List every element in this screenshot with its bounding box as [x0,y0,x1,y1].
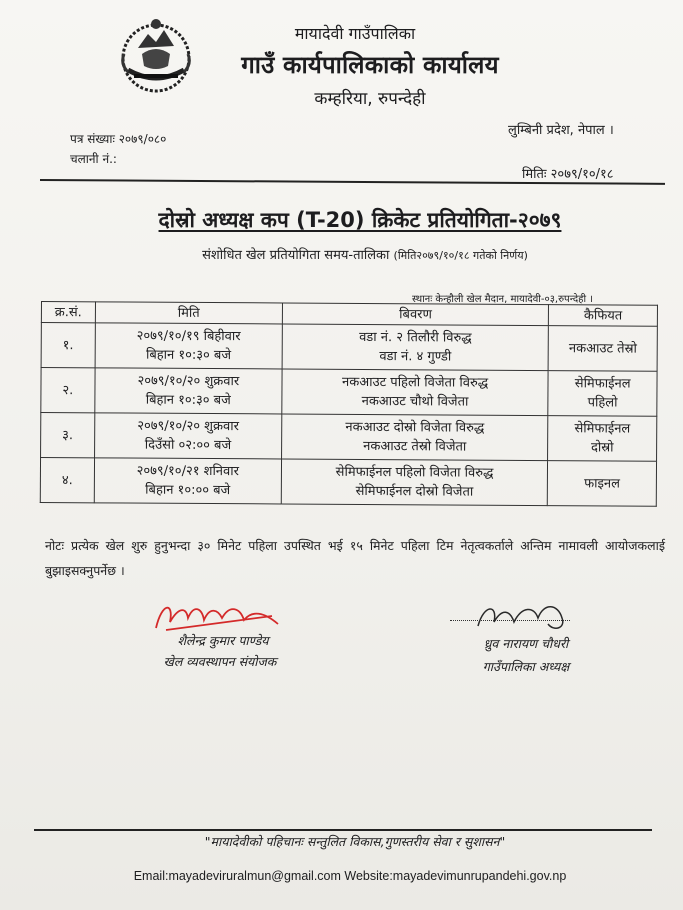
row-time: बिहान १०:३० बजे [145,347,232,364]
table-row [41,368,657,417]
row-datetime [95,323,282,369]
row-remark-2: दोस्रो [590,440,614,456]
row-time: दिउँसो ०२:०० बजे [144,437,232,454]
row-datetime [95,368,282,414]
row-desc-2: नकआउट चौथो विजेता [361,393,469,410]
dispatch-number: चलानी नं.: [70,152,117,166]
note-text: नोटः प्रत्येक खेल शुरु हुनुभन्दा ३० मिनेट पहिला उपस्थित भई १५ मिनेट पहिला टिम नेतृत्वकर्ताले अन्तिम नामावली आयोजकलाई बुझाइसक्नुपर्नेछ । [45,538,665,578]
row-sn: १. [41,323,95,368]
header-date: मिति [95,302,282,324]
row-datetime [94,458,281,504]
table-row [41,323,657,372]
row-datetime [94,413,281,459]
venue: स्थानः केन्हौली खेल मैदान, मायादेवी-०३,रुपन्देही । [412,294,593,305]
row-remark-1: नकआउट तेस्रो [568,340,637,357]
table-row [41,413,657,462]
schedule-table [40,301,658,507]
row-date: २०७९/१०/२० शुक्रवार [137,373,240,390]
row-remark [548,326,657,372]
footer-divider [34,829,652,831]
letter-date: मितिः २०७९/१०/१८ [522,167,614,182]
row-sn: २. [41,368,95,413]
event-subtitle [120,245,610,263]
header-sn: क्र.सं. [41,302,95,323]
row-description [282,324,549,371]
row-sn: ४. [40,458,94,503]
reference-number: पत्र संख्याः २०७९/०८० [70,132,167,146]
row-time: बिहान १०:३० बजे [145,392,231,409]
row-desc-2: नकआउट तेस्रो विजेता [363,438,467,455]
row-remark-1: सेमिफाईनल [574,421,631,437]
event-title: दोस्रो अध्यक्ष कप (T-20) क्रिकेट प्रतियोगिता-२०७९ [158,208,562,232]
row-date: २०७९/१०/२० शुक्रवार [137,418,239,435]
row-desc-2: वडा नं. ४ गुण्डी [379,349,452,365]
signatory-2-name: ध्रुव नारायण चौधरी [483,636,569,651]
signatory-1-role: खेल व्यवस्थापन संयोजक [163,654,277,669]
signature-2-scribble [458,598,588,634]
row-remark [548,371,657,417]
row-desc-1: नकआउट पहिलो विजेता विरुद्ध [341,374,489,391]
header-description: बिवरण [282,303,549,326]
row-remark [548,416,657,462]
signatory-2-role: गाउँपालिका अध्यक्ष [482,659,570,674]
row-time: बिहान १०:०० बजे [145,482,231,499]
row-desc-1: नकआउट दोस्रो विजेता विरुद्ध [345,419,485,436]
row-desc-1: सेमिफाईनल पहिलो विजेता विरुद्ध [335,464,494,481]
row-description [281,414,548,461]
row-date: २०७९/१०/१९ बिहीवार [136,328,241,345]
row-date: २०७९/१०/२१ शनिवार [136,463,240,480]
row-desc-2: सेमिफाईनल दोस्रो विजेता [355,483,474,500]
subtitle-text: संशोधित खेल प्रतियोगिता समय-तालिका [202,248,390,263]
header-remarks: कैफियत [549,305,658,327]
row-desc-1: वडा नं. २ तिलौरी विरुद्ध [359,329,472,346]
nepal-emblem-icon [114,14,198,98]
signature-2-line [450,620,570,621]
footer-contact: Email:mayadeviruralmun@gmail.com Website:mayadevimunrupandehi.gov.np [133,869,567,883]
row-sn: ३. [41,413,95,458]
row-remark [548,461,657,507]
signatory-1-name: शैलेन्द्र कुमार पाण्डेय [177,633,269,648]
footer-slogan: "मायादेवीको पहिचानः सन्तुलित विकास,गुणस्तरीय सेवा र सुशासन" [204,834,506,849]
row-remark-1: सेमिफाईनल [574,376,631,392]
row-description [281,459,548,506]
office-name: गाउँ कार्यपालिकाको कार्यालय [241,51,499,79]
decision-note: (मिति२०७९/१०/१८ गतेको निर्णय) [393,249,528,262]
row-remark-1: फाइनल [584,475,621,492]
municipality-name: मायादेवी गाउँपालिका [294,24,416,43]
province-name: लुम्बिनी प्रदेश, नेपाल । [508,123,614,138]
signature-1-scribble [152,598,282,634]
row-description [282,369,549,416]
office-location: कम्हरिया, रुपन्देही [314,89,426,109]
table-row [40,458,656,507]
row-remark-2: पहिलो [587,395,618,411]
